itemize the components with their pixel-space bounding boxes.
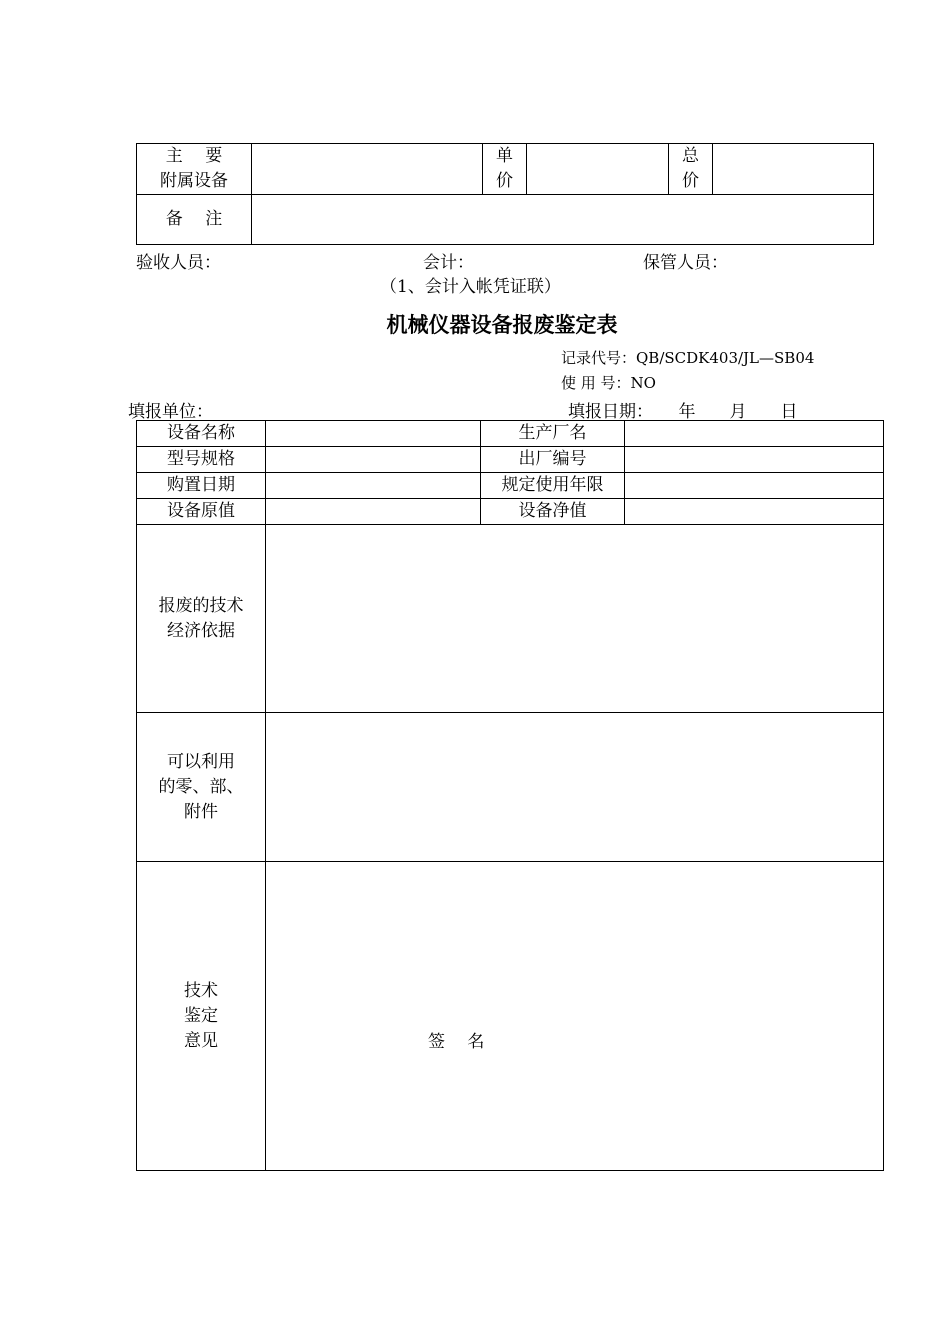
model-spec-field[interactable] <box>266 447 481 473</box>
label-line: 附件 <box>184 801 218 822</box>
attached-equipment-field[interactable] <box>252 144 483 195</box>
equipment-name-field[interactable] <box>266 421 481 447</box>
signature-label: 签 名 <box>428 1032 485 1052</box>
scrap-basis-label <box>137 525 266 713</box>
fill-date-label: 填报日期： 年 月 日 <box>568 402 798 422</box>
table-row <box>137 525 884 713</box>
label-line: 价 <box>682 171 699 191</box>
fill-unit-label: 填报单位： <box>128 402 213 422</box>
table-row <box>137 421 884 447</box>
manufacturer-label: 生产厂名 <box>481 421 625 447</box>
top-table <box>136 143 874 245</box>
service-life-field[interactable] <box>625 473 884 499</box>
label-line: 意见 <box>184 1030 218 1051</box>
label-line: 价 <box>496 171 513 191</box>
label-line: 总 <box>682 146 699 166</box>
total-price-label <box>669 144 713 195</box>
scrap-form-table <box>136 420 884 1171</box>
table-row <box>137 713 884 862</box>
usable-parts-label <box>137 713 266 862</box>
table-row <box>137 473 884 499</box>
label-line: 可以利用 <box>167 751 235 772</box>
table-row <box>137 447 884 473</box>
acceptor-label: 验收人员： <box>136 253 221 273</box>
scrap-basis-field[interactable] <box>266 525 884 713</box>
purchase-date-field[interactable] <box>266 473 481 499</box>
label-line: 经济依据 <box>167 620 235 641</box>
remark-label: 备 注 <box>137 195 252 245</box>
net-value-label: 设备净值 <box>481 499 625 525</box>
label-line: 鉴定 <box>184 1005 218 1026</box>
original-value-label: 设备原值 <box>137 499 266 525</box>
equipment-name-label: 设备名称 <box>137 421 266 447</box>
label-line: 附属设备 <box>160 171 228 191</box>
technical-opinion-label <box>137 862 266 1171</box>
model-spec-label: 型号规格 <box>137 447 266 473</box>
table-row <box>137 499 884 525</box>
remark-field[interactable] <box>252 195 874 245</box>
label-line: 主 要 <box>165 146 223 166</box>
serial-number-field[interactable] <box>625 447 884 473</box>
label-line: 的零、部、 <box>158 776 244 797</box>
manufacturer-field[interactable] <box>625 421 884 447</box>
technical-opinion-field[interactable] <box>266 862 884 1171</box>
accountant-label: 会计： <box>423 253 474 273</box>
serial-number-label: 出厂编号 <box>481 447 625 473</box>
service-life-label: 规定使用年限 <box>481 473 625 499</box>
unit-price-label <box>483 144 527 195</box>
usable-parts-field[interactable] <box>266 713 884 862</box>
original-value-field[interactable] <box>266 499 481 525</box>
main-attached-equipment-label <box>137 144 252 195</box>
custodian-label: 保管人员： <box>643 253 728 273</box>
net-value-field[interactable] <box>625 499 884 525</box>
usage-number: 使 用 号：NO <box>561 374 656 392</box>
record-code: 记录代号：QB/SCDK403/JL—SB04 <box>561 349 815 367</box>
purchase-date-label: 购置日期 <box>137 473 266 499</box>
label-line: 报废的技术 <box>158 595 244 616</box>
table-row <box>137 862 884 1171</box>
copy-note: （1、会计入帐凭证联） <box>380 277 561 297</box>
total-price-field[interactable] <box>713 144 874 195</box>
unit-price-field[interactable] <box>527 144 669 195</box>
form-title: 机械仪器设备报废鉴定表 <box>386 313 618 337</box>
label-line: 技术 <box>184 980 218 1001</box>
label-line: 单 <box>496 146 513 166</box>
